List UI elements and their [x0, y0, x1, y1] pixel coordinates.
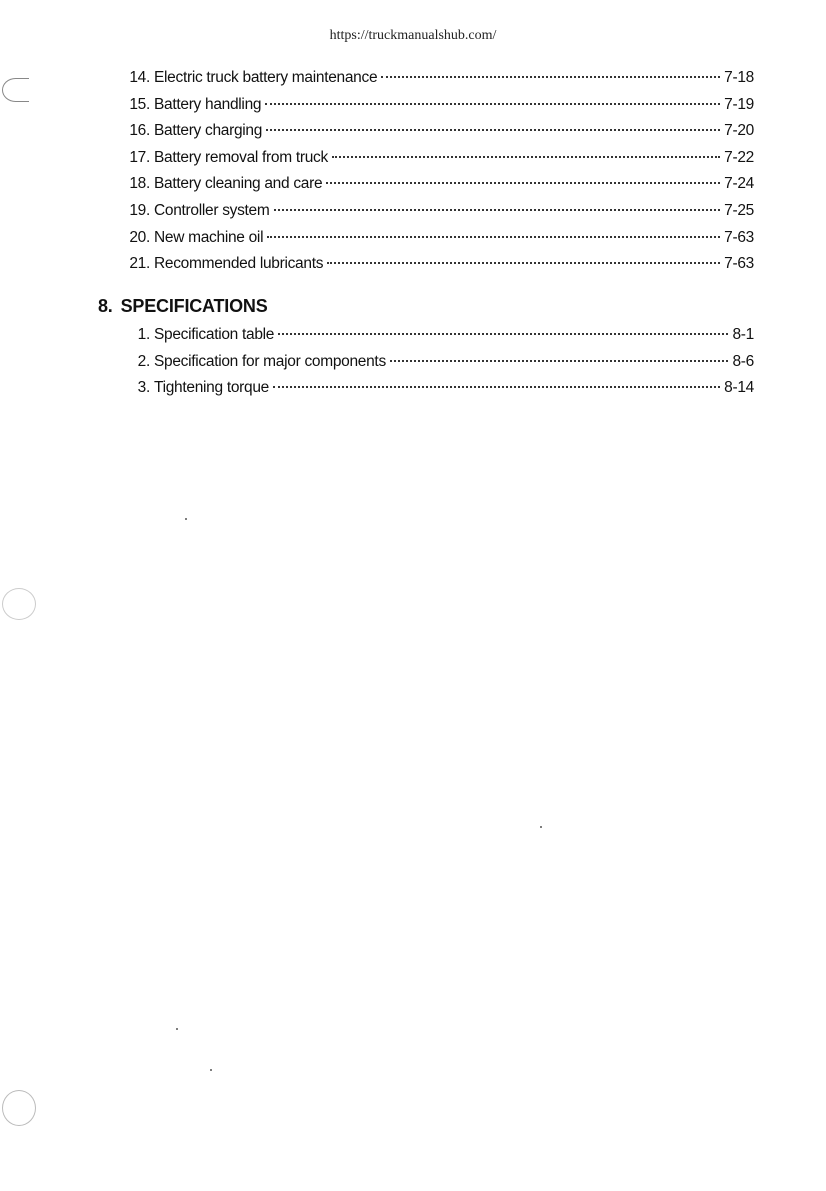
scan-mark-middle	[2, 588, 36, 620]
toc-row-number: 2.	[137, 352, 150, 370]
toc-row-number: 1.	[137, 326, 150, 343]
toc-row[interactable]	[116, 353, 754, 380]
toc-row[interactable]	[116, 202, 754, 229]
toc-row-title: Specification table	[154, 326, 275, 343]
toc-row-page: 7-25	[724, 201, 754, 219]
toc-row-title: Battery cleaning and care	[154, 175, 323, 193]
toc-row-page: 7-24	[724, 175, 754, 193]
toc-row-number: 18.	[129, 175, 150, 193]
toc-row-page: 7-63	[724, 228, 754, 246]
section-number: 8.	[98, 296, 113, 316]
toc-row-title: Specification for major components	[154, 352, 386, 370]
scan-mark-top	[2, 78, 29, 102]
toc-leader-dots	[326, 182, 720, 184]
scan-speck	[176, 1028, 178, 1030]
toc-leader-dots	[274, 209, 721, 211]
toc-row[interactable]	[116, 69, 754, 96]
toc-leader-dots	[332, 156, 720, 158]
toc-row[interactable]	[116, 149, 754, 176]
toc-list-chapter-7	[116, 69, 754, 282]
toc-row-page: 8-6	[732, 352, 754, 370]
toc-row[interactable]	[116, 96, 754, 123]
scan-speck	[540, 826, 542, 828]
toc-row-title: Battery handling	[154, 95, 262, 113]
toc-leader-dots	[265, 103, 720, 105]
toc-row[interactable]	[116, 122, 754, 149]
toc-row-page: 8-1	[732, 326, 754, 343]
scan-mark-bottom	[2, 1090, 36, 1126]
toc-row[interactable]	[116, 379, 754, 406]
toc-row-number: 17.	[129, 148, 150, 166]
toc-leader-dots	[390, 360, 729, 362]
section-heading	[98, 296, 268, 317]
toc-row-number: 3.	[137, 379, 150, 397]
toc-row[interactable]	[116, 326, 754, 353]
section-title: SPECIFICATIONS	[120, 296, 268, 316]
toc-row-title: Electric truck battery maintenance	[154, 69, 378, 86]
scan-speck	[210, 1069, 212, 1071]
scan-speck	[185, 518, 187, 520]
toc-row-title: Battery charging	[154, 122, 263, 140]
toc-row-title: Controller system	[154, 201, 270, 219]
toc-row-title: Recommended lubricants	[154, 255, 324, 273]
header-url: https://truckmanualshub.com/	[329, 28, 497, 43]
toc-leader-dots	[267, 236, 720, 238]
toc-row-page: 7-19	[724, 95, 754, 113]
toc-row[interactable]	[116, 229, 754, 256]
toc-row-title: Tightening torque	[154, 379, 269, 397]
toc-row-title: Battery removal from truck	[154, 148, 328, 166]
toc-leader-dots	[273, 386, 720, 388]
toc-row[interactable]	[116, 255, 754, 282]
toc-row-number: 16.	[129, 122, 150, 140]
toc-row-page: 7-22	[724, 148, 754, 166]
toc-list-chapter-8	[116, 326, 754, 406]
toc-row-number: 21.	[129, 255, 150, 273]
toc-row[interactable]	[116, 175, 754, 202]
toc-row-number: 20.	[129, 228, 150, 246]
toc-leader-dots	[327, 262, 720, 264]
toc-row-title: New machine oil	[154, 228, 264, 246]
toc-row-number: 14.	[129, 69, 150, 86]
toc-row-page: 8-14	[724, 379, 754, 397]
toc-leader-dots	[381, 76, 720, 78]
toc-row-number: 19.	[129, 201, 150, 219]
toc-row-page: 7-20	[724, 122, 754, 140]
toc-row-page: 7-63	[724, 255, 754, 273]
toc-leader-dots	[278, 333, 728, 335]
toc-row-number: 15.	[129, 95, 150, 113]
toc-leader-dots	[266, 129, 720, 131]
toc-row-page: 7-18	[724, 69, 754, 86]
